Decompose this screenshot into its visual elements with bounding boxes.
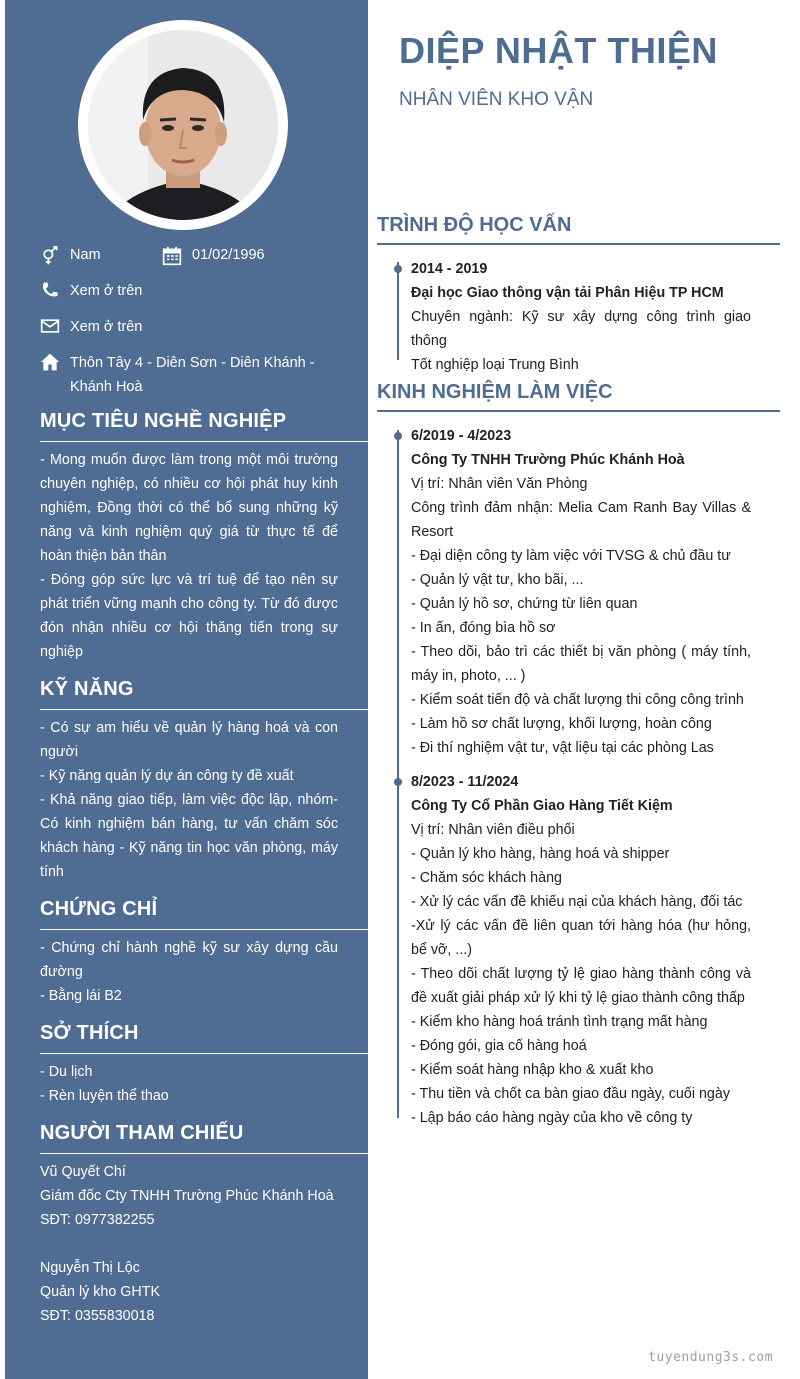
address-value: Thôn Tây 4 - Diên Sơn - Diên Khánh - Khánh Hoà bbox=[70, 355, 315, 395]
experience-period: 8/2023 - 11/2024 bbox=[411, 774, 519, 790]
education-school: Đại học Giao thông vận tải Phân Hiệu TP HCM bbox=[411, 285, 724, 301]
references-title: NGƯỜI THAM CHIẾU bbox=[40, 1122, 368, 1154]
calendar-icon bbox=[160, 246, 184, 266]
experience-line: -Xử lý các vấn đề liên quan tới hàng hóa (hư hỏng, bể vỡ, ...) bbox=[411, 918, 751, 958]
reference-phone: SĐT: 0355830018 bbox=[40, 1308, 155, 1324]
sidebar-sections bbox=[40, 410, 368, 1342]
timeline-dot bbox=[394, 778, 402, 786]
references-section bbox=[40, 1122, 368, 1328]
phone-value: Xem ở trên bbox=[70, 283, 143, 299]
watermark: tuyendung3s.com bbox=[648, 1350, 773, 1365]
education-period: 2014 - 2019 bbox=[411, 261, 488, 277]
phone-row bbox=[38, 279, 338, 303]
hobby-line: - Du lịch bbox=[40, 1064, 93, 1080]
experience-line: - Theo dõi, bảo trì các thiết bị văn phòng ( máy tính, máy in, photo, ... ) bbox=[411, 644, 751, 684]
education-title: TRÌNH ĐỘ HỌC VẤN bbox=[377, 214, 780, 245]
experience-title: KINH NGHIỆM LÀM VIỆC bbox=[377, 381, 780, 412]
hobbies-section bbox=[40, 1022, 368, 1108]
education-timeline-line bbox=[397, 262, 399, 360]
contact-info bbox=[38, 243, 338, 411]
objective-section bbox=[40, 410, 368, 664]
skills-section bbox=[40, 678, 368, 884]
experience-line: - Quản lý hồ sơ, chứng từ liên quan bbox=[411, 596, 638, 612]
experience-line: - Chăm sóc khách hàng bbox=[411, 870, 562, 886]
experience-line: Vị trí: Nhân viên Văn Phòng bbox=[411, 476, 588, 492]
hobbies-title: SỞ THÍCH bbox=[40, 1022, 368, 1054]
reference-name: Vũ Quyết Chí bbox=[40, 1164, 126, 1180]
reference-role: Quản lý kho GHTK bbox=[40, 1284, 160, 1300]
experience-line: - Kiểm kho hàng hoá tránh tình trạng mất hàng bbox=[411, 1014, 708, 1030]
education-entry bbox=[411, 257, 751, 377]
experience-timeline bbox=[411, 424, 751, 1140]
education-timeline bbox=[411, 257, 751, 387]
skills-title: KỸ NĂNG bbox=[40, 678, 368, 710]
skill-line: - Kỹ năng quản lý dự án công ty đề xuất bbox=[40, 768, 294, 784]
candidate-name: DIỆP NHẬT THIỆN bbox=[399, 30, 718, 71]
dob-value: 01/02/1996 bbox=[192, 247, 265, 263]
references-text bbox=[40, 1160, 368, 1328]
experience-line: - Quản lý kho hàng, hàng hoá và shipper bbox=[411, 846, 670, 862]
skills-text bbox=[40, 716, 368, 884]
address-row bbox=[38, 351, 338, 399]
skill-line: - Có sự am hiểu về quản lý hàng hoá và con người bbox=[40, 720, 338, 760]
objective-title: MỤC TIÊU NGHỀ NGHIỆP bbox=[40, 410, 368, 442]
experience-line: Vị trí: Nhân viên điều phối bbox=[411, 822, 575, 838]
experience-line: - Làm hồ sơ chất lượng, khối lượng, hoàn công bbox=[411, 716, 712, 732]
email-value: Xem ở trên bbox=[70, 319, 143, 335]
reference-phone: SĐT: 0977382255 bbox=[40, 1212, 155, 1228]
reference-name: Nguyễn Thị Lộc bbox=[40, 1260, 140, 1276]
objective-text bbox=[40, 448, 368, 664]
timeline-dot bbox=[394, 432, 402, 440]
main-content bbox=[368, 0, 800, 1379]
avatar-frame bbox=[78, 20, 288, 230]
experience-entry bbox=[411, 424, 751, 760]
date-of-birth bbox=[160, 243, 280, 267]
experience-line: - Quản lý vật tư, kho bãi, ... bbox=[411, 572, 584, 588]
gender-value: Nam bbox=[70, 247, 101, 263]
gender-dob-row bbox=[38, 243, 338, 267]
reference-role: Giám đốc Cty TNHH Trường Phúc Khánh Hoà bbox=[40, 1188, 334, 1204]
email-row bbox=[38, 315, 338, 339]
experience-line: Công trình đảm nhận: Melia Cam Ranh Bay Villas & Resort bbox=[411, 500, 751, 540]
skill-line: - Khả năng giao tiếp, làm việc độc lập, nhóm- Có kinh nghiệm bán hàng, tư vấn chăm sóc khách hàng - Kỹ năng tin học văn phòng, máy tính bbox=[40, 792, 338, 880]
experience-line: - Theo dõi chất lượng tỷ lệ giao hàng thành công và đề xuất giải pháp xử lý khi tỷ lệ giao thành công thấp bbox=[411, 966, 751, 1006]
objective-line: - Đóng góp sức lực và trí tuệ để tạo nên sự phát triển vững mạnh cho công ty. Từ đó được đón nhận nhiều cơ hội thăng tiến trong sự nghiệp bbox=[40, 572, 338, 660]
gender bbox=[38, 243, 158, 267]
home-icon bbox=[38, 352, 62, 372]
certificates-section bbox=[40, 898, 368, 1008]
envelope-icon bbox=[38, 316, 62, 336]
job-title: NHÂN VIÊN KHO VẬN bbox=[399, 89, 594, 110]
experience-line: - Xử lý các vấn đề khiếu nại của khách hàng, đối tác bbox=[411, 894, 743, 910]
timeline-dot bbox=[394, 265, 402, 273]
objective-line: - Mong muốn được làm trong một môi trường chuyên nghiệp, có nhiều cơ hội phát huy kinh nghiệm, Đồng thời có thể bổ sung những kỹ năng và kinh nghiệm quý giá từ thực tế để hoàn thiện bản thân bbox=[40, 452, 338, 564]
experience-line: - In ấn, đóng bìa hồ sơ bbox=[411, 620, 556, 636]
gender-icon bbox=[38, 246, 62, 266]
experience-line: - Đóng gói, gia cố hàng hoá bbox=[411, 1038, 587, 1054]
certificate-line: - Bằng lái B2 bbox=[40, 988, 122, 1004]
certificates-title: CHỨNG CHỈ bbox=[40, 898, 368, 930]
avatar bbox=[88, 30, 278, 220]
experience-line: - Đi thí nghiệm vật tư, vật liệu tại các phòng Las bbox=[411, 740, 714, 756]
experience-period: 6/2019 - 4/2023 bbox=[411, 428, 512, 444]
sidebar bbox=[5, 0, 368, 1379]
phone-icon bbox=[38, 280, 62, 300]
experience-timeline-line bbox=[397, 430, 399, 1118]
experience-line: - Lập báo cáo hàng ngày của kho về công ty bbox=[411, 1110, 693, 1126]
experience-line: - Thu tiền và chốt ca bàn giao đầu ngày, cuối ngày bbox=[411, 1086, 730, 1102]
certificates-text bbox=[40, 936, 368, 1008]
education-line: Chuyên ngành: Kỹ sư xây dựng công trình giao thông bbox=[411, 309, 751, 349]
experience-line: - Kiểm soát tiến độ và chất lượng thi công công trình bbox=[411, 692, 744, 708]
experience-company: Công Ty TNHH Trường Phúc Khánh Hoà bbox=[411, 452, 685, 468]
experience-entry bbox=[411, 770, 751, 1130]
experience-company: Công Ty Cổ Phần Giao Hàng Tiết Kiệm bbox=[411, 798, 673, 814]
experience-line: - Đại diện công ty làm việc với TVSG & chủ đầu tư bbox=[411, 548, 731, 564]
certificate-line: - Chứng chỉ hành nghề kỹ sư xây dựng cầu đường bbox=[40, 940, 338, 980]
experience-line: - Kiểm soát hàng nhập kho & xuất kho bbox=[411, 1062, 654, 1078]
education-line: Tốt nghiệp loại Trung Bình bbox=[411, 357, 579, 373]
hobby-line: - Rèn luyện thể thao bbox=[40, 1088, 169, 1104]
hobbies-text bbox=[40, 1060, 368, 1108]
